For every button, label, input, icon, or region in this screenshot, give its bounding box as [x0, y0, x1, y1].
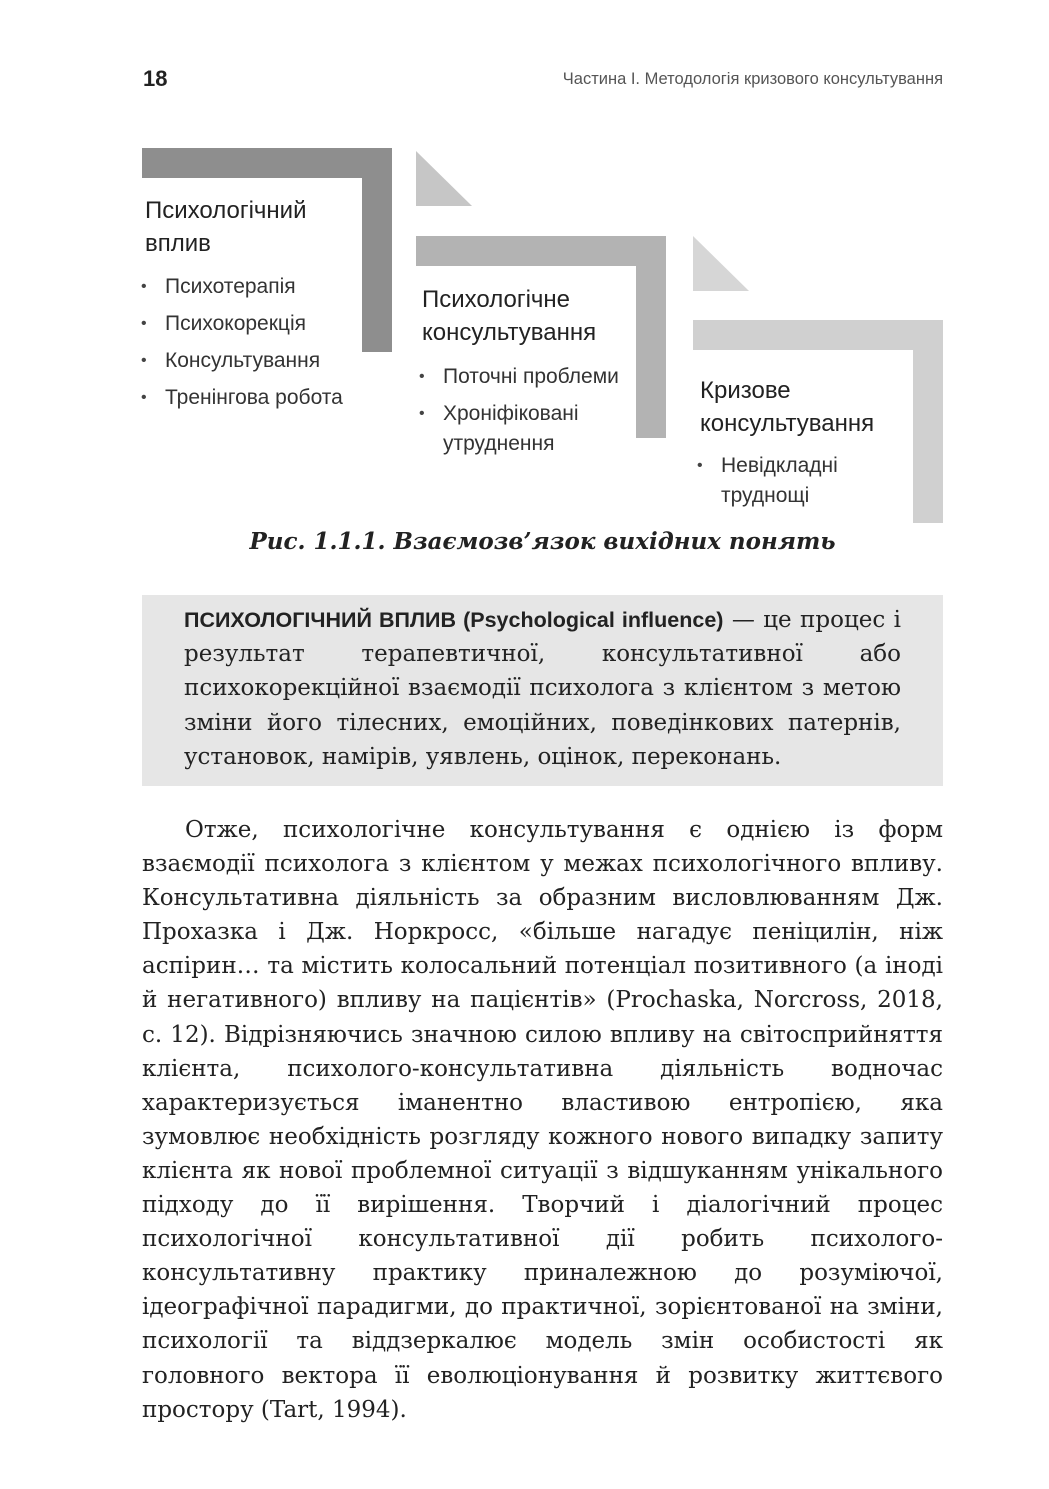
list-item: • Поточні проблеми	[419, 362, 639, 392]
bracket-top-bar	[142, 148, 392, 178]
list-item: • Консультування	[141, 346, 381, 376]
running-header: Частина І. Методологія кризового консультування	[562, 70, 943, 88]
figure-caption: Рис. 1.1.1. Взаємозв’язок вихідних понять	[249, 528, 836, 555]
list-item: • Невідкладні труднощі	[697, 451, 912, 511]
bracket-top-bar	[693, 320, 943, 350]
definition-term: ПСИХОЛОГІЧНИЙ ВПЛИВ (Psychological influence)	[184, 608, 724, 632]
box-list	[697, 451, 912, 518]
box-title: Психологічне консультування	[422, 286, 597, 346]
bracket-top-bar	[416, 236, 666, 266]
page-number: 18	[143, 66, 168, 91]
list-item: • Психотерапія	[141, 272, 381, 302]
box-title: Кризове консультування	[700, 377, 875, 437]
box-list	[141, 272, 381, 420]
box-list	[419, 362, 639, 466]
box-title: Психологічний вплив	[145, 197, 307, 257]
body-paragraph: Отже, психологічне консультування є однією із форм взаємодії психолога з клієнтом у межах психологічного впливу. Консультативна діяльність за образним висловлюванням Дж. Прохазка і Дж. Норкросс, «більше нагадує пеніцилін, ніж аспірин… та містить колосальний потенціал позитивного (а іноді й негативного) впливу на пацієнтів» (Prochaska, Norcross, 2018, с. 12). Відрізняючись значною силою впливу на світосприйняття клієнта, психолого-консультативна діяльність водночас характеризується іманентно властивою ентропією, яка зумовлює необхідність розгляду кожного нового випадку запиту клієнта як нової проблемної ситуації з відшуканням унікального підходу до її вирішення. Творчий і діалогічний процес психологічної консультативної дії робить психолого-консультативну практику приналежною до розуміючої, ідеографічної парадигми, до практичної, зорієнтованої на зміни, психології та віддзеркалює модель змін особистості як головного вектора її еволюціонування й розвитку життєвого простору (Tart, 1994).	[142, 817, 943, 1423]
list-item: • Тренінгова робота	[141, 383, 381, 413]
arrow-icon	[693, 236, 749, 292]
definition-body: — це процес і результат терапевтичної, консультативної або психокорекційної взаємодії психолога з клієнтом з метою зміни його тілесних, емоційних, поведінкових патернів, установок, намірів, уявлень, оцінок, переконань.	[184, 607, 901, 770]
list-item: • Психокорекція	[141, 309, 381, 339]
bracket-side-bar	[913, 320, 943, 523]
definition-text	[184, 603, 901, 774]
definition-box	[142, 595, 943, 786]
list-item: • Хроніфіковані утруднення	[419, 399, 639, 459]
arrow-icon	[416, 151, 472, 207]
